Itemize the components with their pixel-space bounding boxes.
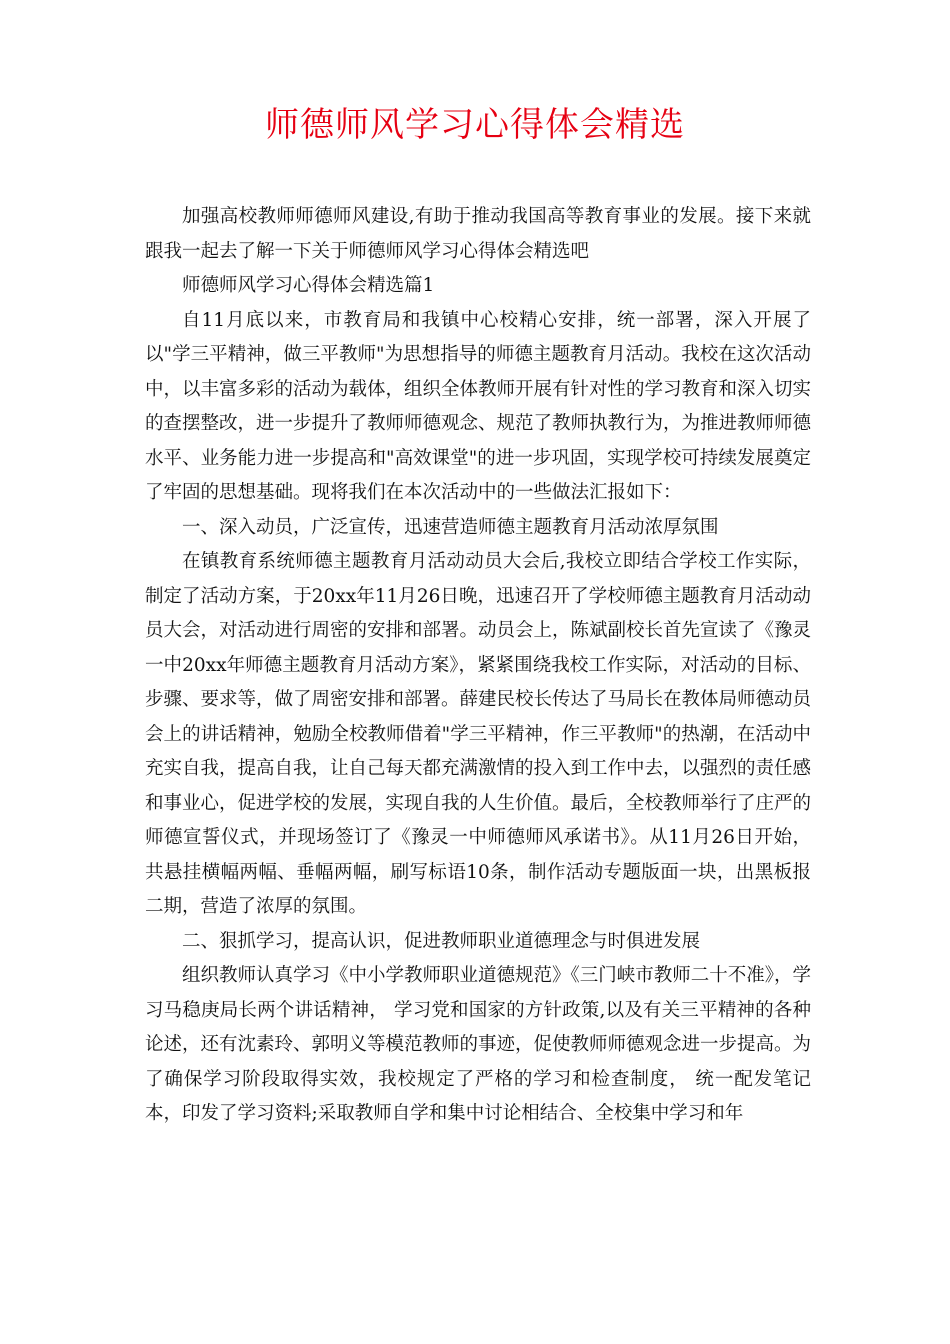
document-title: 师德师风学习心得体会精选 [265, 105, 685, 145]
intro-paragraph: 加强高校教师师德师风建设,有助于推动我国高等教育事业的发展。接下来就跟我一起去了解一下关于师德师风学习心得体会精选吧 [145, 206, 811, 262]
document-body [145, 200, 811, 1132]
body-paragraph: 在镇教育系统师德主题教育月活动动员大会后,我校立即结合学校工作实际，制定了活动方案，于20xx年11月26日晚，迅速召开了学校师德主题教育月活动动员大会，对活动进行周密的安排和部署。动员会上，陈斌副校长首先宣读了《豫灵一中20xx年师德主题教育月活动方案》，紧紧围绕我校工作实际，对活动的目标、步骤、要求等，做了周密安排和部署。薛建民校长传达了马局长在教体局师德动员会上的讲话精神，勉励全校教师借着"学三平精神，作三平教师"的热潮，在活动中充实自我，提高自我，让自己每天都充满激情的投入到工作中去，以强烈的责任感和事业心，促进学校的发展，实现自我的人生价值。最后，全校教师举行了庄严的师德宣誓仪式，并现场签订了《豫灵一中师德师风承诺书》。从11月26日开始，共悬挂横幅两幅、垂幅两幅，刷写标语10条，制作活动专题版面一块，出黑板报二期，营造了浓厚的氛围。 [145, 551, 812, 917]
body-paragraph: 组织教师认真学习《中小学教师职业道德规范》《三门峡市教师二十不准》，学习马稳庚局长两个讲话精神， 学习党和国家的方针政策,以及有关三平精神的各种论述，还有沈素玲、郭明义等模范教师的事迹，促使教师师德观念进一步提高。为了确保学习阶段取得实效，我校规定了严格的学习和检查制度， 统一配发笔记本，印发了学习资料;采取教师自学和集中讨论相结合、全校集中学习和年 [145, 965, 812, 1124]
subheading: 二、狠抓学习，提高认识，促进教师职业道德理念与时俱进发展 [182, 930, 701, 952]
subheading: 一、深入动员，广泛宣传，迅速营造师德主题教育月活动浓厚氛围 [182, 516, 719, 538]
body-paragraph: 自11月底以来，市教育局和我镇中心校精心安排，统一部署，深入开展了以"学三平精神，做三平教师"为思想指导的师德主题教育月活动。我校在这次活动中，以丰富多彩的活动为载体，组织全体教师开展有针对性的学习教育和深入切实的查摆整改，进一步提升了教师师德观念、规范了教师执教行为，为推进教师师德水平、业务能力进一步提高和"高效课堂"的进一步巩固，实现学校可持续发展奠定了牢固的思想基础。现将我们在本次活动中的一些做法汇报如下： [145, 309, 812, 503]
section-heading: 师德师风学习心得体会精选篇1 [182, 275, 435, 296]
